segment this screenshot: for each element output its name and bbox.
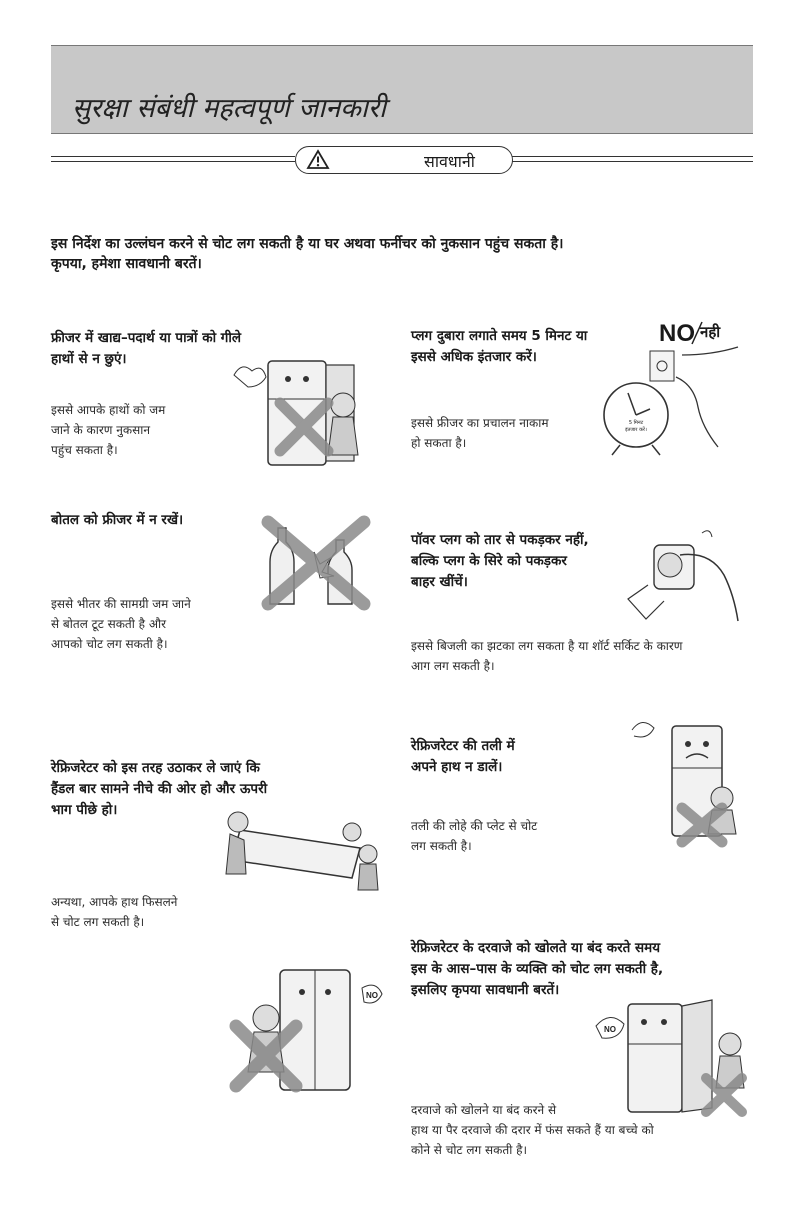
lifting-body-line-1: अन्यथा, आपके हाथ फिसलने bbox=[51, 895, 178, 909]
caution-rule-right-bottom bbox=[511, 161, 753, 162]
power-plug-heading-line-2: बल्कि प्लग के सिरे को पकड़कर bbox=[411, 553, 567, 569]
door-no-label: NO bbox=[604, 1025, 616, 1034]
caution-label: सावधानी bbox=[424, 152, 475, 171]
replug-body-line-1: इससे फ्रीजर का प्रचालन नाकाम bbox=[411, 416, 549, 430]
door-body bbox=[411, 1100, 756, 1160]
bottle-heading-line-1: बोतल को फ्रीजर में न रखें। bbox=[51, 512, 184, 528]
page-title: सुरक्षा संबंधी महत्वपूर्ण जानकारी bbox=[72, 93, 386, 124]
power-plug-body-line-1: इससे बिजली का झटका लग सकता है या शॉर्ट सर्किट के कारण bbox=[411, 639, 683, 653]
lifting-body bbox=[51, 892, 236, 932]
lifting-illustration bbox=[210, 800, 390, 895]
wet-hands-body-line-1: इससे आपके हाथों को जम bbox=[51, 403, 166, 417]
bottom-fridge-illustration bbox=[626, 716, 751, 851]
power-plug-body bbox=[411, 636, 756, 676]
replug-no-label: NO bbox=[659, 320, 695, 347]
replug-no-label-hindi: नही bbox=[700, 323, 721, 341]
wet-hands-body-line-2: जाने के कारण नुकसान bbox=[51, 423, 150, 437]
power-plug-illustration bbox=[618, 525, 748, 625]
lifting-heading-line-2: हैंडल बार सामने नीचे की ओर हो और ऊपरी bbox=[51, 781, 268, 797]
intro-line-2: कृपया, हमेशा सावधानी बरतें। bbox=[51, 256, 202, 272]
door-body-line-2: हाथ या पैर दरवाजे की दरार में फंस सकते हैं या बच्चे को bbox=[411, 1123, 654, 1137]
bottom-body-line-1: तली की लोहे की प्लेट से चोट bbox=[411, 819, 538, 833]
intro-line-1: इस निर्देश का उल्लंघन करने से चोट लग सकती है या घर अथवा फर्नीचर को नुकसान पहुंच सकता है। bbox=[51, 236, 564, 252]
wet-hands-body bbox=[51, 400, 216, 460]
clock-text-line-2: इंतजार करें। bbox=[625, 427, 647, 433]
bottom-heading-line-2: अपने हाथ न डालें। bbox=[411, 759, 503, 775]
bottle-body bbox=[51, 594, 236, 654]
replug-clock-illustration bbox=[598, 345, 753, 460]
caution-rule-left-bottom bbox=[51, 161, 295, 162]
replug-body-line-2: हो सकता है। bbox=[411, 436, 467, 450]
caution-rule-left-top bbox=[51, 156, 295, 157]
door-heading-line-3: इसलिए कृपया सावधानी बरतें। bbox=[411, 982, 560, 998]
bottle-illustration bbox=[256, 512, 376, 612]
replug-slash bbox=[690, 320, 704, 346]
bottom-heading bbox=[411, 736, 611, 778]
door-heading-line-2: इस के आस–पास के व्यक्ति को चोट लग सकती है, bbox=[411, 961, 664, 977]
replug-body bbox=[411, 413, 596, 453]
replug-heading-line-1: प्लग दुबारा लगाते समय 5 मिनट या bbox=[411, 328, 588, 344]
wet-hands-heading-line-1: फ्रीजर में खाद्य–पदार्थ या पात्रों को गीले bbox=[51, 330, 242, 346]
bottom-heading-line-1: रेफ्रिजरेटर की तली में bbox=[411, 738, 515, 754]
lifting-body-line-2: से चोट लग सकती है। bbox=[51, 915, 145, 929]
power-plug-heading-line-1: पॉवर प्लग को तार से पकड़कर नहीं, bbox=[411, 532, 589, 548]
bottle-body-line-1: इससे भीतर की सामग्री जम जाने bbox=[51, 597, 191, 611]
door-body-line-1: दरवाजे को खोलने या बंद करने से bbox=[411, 1103, 557, 1117]
bottom-body bbox=[411, 816, 596, 856]
climbing-fridge-illustration bbox=[222, 966, 387, 1096]
door-heading-line-1: रेफ्रिजरेटर के दरवाजे को खोलते या बंद करते समय bbox=[411, 940, 661, 956]
bottom-body-line-2: लग सकती है। bbox=[411, 839, 472, 853]
lifting-heading-line-1: रेफ्रिजरेटर को इस तरह उठाकर ले जाएं कि bbox=[51, 760, 260, 776]
intro-text bbox=[51, 234, 751, 274]
replug-heading-line-2: इससे अधिक इंतजार करें। bbox=[411, 349, 537, 365]
door-body-line-3: कोने से चोट लग सकती है। bbox=[411, 1143, 528, 1157]
bottle-body-line-3: आपको चोट लग सकती है। bbox=[51, 637, 168, 651]
power-plug-heading-line-3: बाहर खींचें। bbox=[411, 574, 468, 590]
warning-triangle-icon bbox=[306, 149, 330, 170]
lifting-heading-line-3: भाग पीछे हो। bbox=[51, 802, 118, 818]
wet-hands-fridge-illustration bbox=[228, 355, 368, 470]
wet-hands-heading-line-2: हाथों से न छुएं। bbox=[51, 351, 127, 367]
clock-text-line-1: 5 मिनट bbox=[628, 420, 644, 426]
caution-rule-right-top bbox=[511, 156, 753, 157]
power-plug-body-line-2: आग लग सकती है। bbox=[411, 659, 495, 673]
bottle-heading bbox=[51, 510, 261, 531]
bottle-body-line-2: से बोतल टूट सकती है और bbox=[51, 617, 167, 631]
climbing-no-label: NO bbox=[366, 991, 378, 1000]
door-heading bbox=[411, 938, 756, 1001]
wet-hands-body-line-3: पहुंच सकता है। bbox=[51, 443, 118, 457]
